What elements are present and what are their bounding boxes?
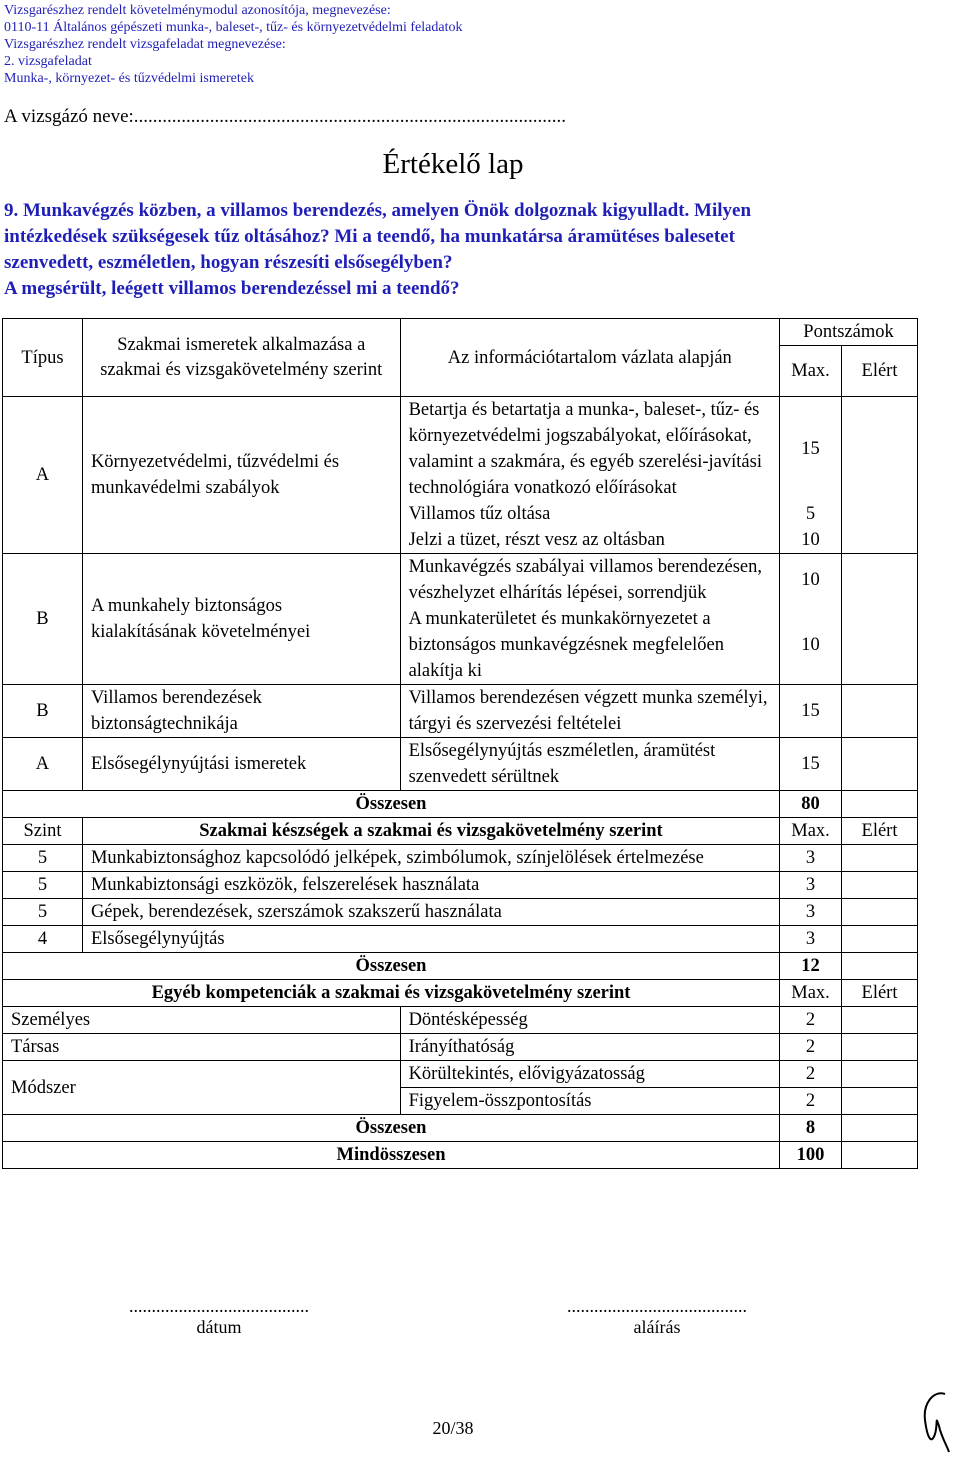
table-row [3,685,918,738]
achieved-cell[interactable] [842,1061,918,1088]
signature-label: aláírás [633,1317,681,1337]
total-max: 8 [780,1115,842,1142]
col-points-header: Pontszámok [780,319,918,346]
type-cell: B [3,685,83,738]
total-label: Összesen [3,1115,780,1142]
table-row [3,926,918,953]
achieved-cell[interactable] [842,872,918,899]
max-cell: 3 [780,872,842,899]
category-cell: Társas [3,1034,401,1061]
handwritten-signature-icon [915,1386,955,1456]
total-label: Összesen [3,791,780,818]
achieved-cell[interactable] [842,1034,918,1061]
outline-cell: Betartja és betartatja a munka-, baleset-, tűz- és környezetvédelmi jogszabályokat, előírásokat, valamint a szakmára, és egyéb szerelési-javítási technológiára vonatkozó előírásokat [400,397,779,502]
total-row [3,953,918,980]
skill-cell: Munkabiztonsághoz kapcsolódó jelképek, szimbólumok, színjelölések értelmezése [82,845,779,872]
achieved-cell[interactable] [842,554,918,685]
max-cell: 10 [780,606,842,685]
item-cell: Irányíthatóság [400,1034,779,1061]
table-row [3,1061,918,1088]
max-cell: 15 [780,397,842,502]
total-row [3,791,918,818]
outline-cell: Villamos berendezésen végzett munka személyi, tárgyi és szervezési feltételei [400,685,779,738]
col-max-header: Max. [780,346,842,397]
col-max-header: Max. [780,818,842,845]
outline-cell: Munkavégzés szabályai villamos berendezésen, vészhelyzet elhárítás lépései, sorrendjük [400,554,779,607]
achieved-cell[interactable] [842,738,918,791]
skill-cell: Gépek, berendezések, szerszámok szakszerű használata [82,899,779,926]
table-row [3,1034,918,1061]
max-cell: 15 [780,685,842,738]
item-cell: Körültekintés, elővigyázatosság [400,1061,779,1088]
header-line: 2. vizsgafeladat [4,54,92,69]
document-header [4,2,462,87]
achieved-cell[interactable] [842,1088,918,1115]
level-cell: 5 [3,872,83,899]
item-cell: Döntésképesség [400,1007,779,1034]
skill-cell: Elsősegélynyújtás [82,926,779,953]
skill-cell: Munkabiztonsági eszközök, felszerelések használata [82,872,779,899]
total-label: Összesen [3,953,780,980]
outline-cell: A munkaterületet és munkakörnyezetet a biztonságos munkavégzésnek megfelelően alakítja ki [400,606,779,685]
header-line: Munka-, környezet- és tűzvédelmi ismeretek [4,71,254,86]
grand-total-label: Mindösszesen [3,1142,780,1169]
table-row [3,872,918,899]
achieved-cell[interactable] [842,845,918,872]
table-row [3,738,918,791]
page-number: 20/38 [432,1418,474,1438]
col-max-header: Max. [780,980,842,1007]
header-line: Vizsgarészhez rendelt vizsgafeladat megnevezése: [4,37,286,52]
total-achieved-cell[interactable] [842,953,918,980]
table-row [3,554,918,607]
max-cell: 2 [780,1061,842,1088]
outline-cell: Jelzi a tüzet, részt vesz az oltásban [400,527,779,554]
col-knowledge-header: Szakmai ismeretek alkalmazása a szakmai és vizsgakövetelmény szerint [82,319,400,397]
type-cell: A [3,738,83,791]
max-cell: 2 [780,1088,842,1115]
max-cell: 3 [780,845,842,872]
header-line: 0110-11 Általános gépészeti munka-, baleset-, tűz- és környezetvédelmi feladatok [4,20,463,35]
achieved-cell[interactable] [842,899,918,926]
type-cell: A [3,397,83,554]
max-cell: 2 [780,1034,842,1061]
outline-cell: Villamos tűz oltása [400,501,779,527]
table-row [3,1007,918,1034]
table-row [3,845,918,872]
knowledge-cell: Elsősegélynyújtási ismeretek [82,738,400,791]
header-line: Vizsgarészhez rendelt követelménymodul azonosítója, megnevezése: [4,3,391,18]
item-cell: Figyelem-összpontosítás [400,1088,779,1115]
total-row [3,1115,918,1142]
table-row [3,899,918,926]
competence-header-row [3,980,918,1007]
col-achieved-header: Elért [842,818,918,845]
knowledge-cell: A munkahely biztonságos kialakításának követelményei [82,554,400,685]
knowledge-cell: Villamos berendezések biztonságtechnikája [82,685,400,738]
max-cell: 15 [780,738,842,791]
grand-total-row [3,1142,918,1169]
col-achieved-header: Elért [842,346,918,397]
competence-heading: Egyéb kompetenciák a szakmai és vizsgakövetelmény szerint [3,980,780,1007]
knowledge-cell: Környezetvédelmi, tűzvédelmi és munkavédelmi szabályok [82,397,400,554]
table-header-row [3,319,918,346]
level-cell: 5 [3,899,83,926]
col-level-header: Szint [3,818,83,845]
max-cell: 5 [780,501,842,527]
max-cell: 2 [780,1007,842,1034]
signature-block [526,1296,788,1338]
col-type-header: Típus [3,319,83,397]
achieved-cell[interactable] [842,397,918,554]
question-line: szenvedett, eszméletlen, hogyan részesíti elsősegélyben? [4,252,453,273]
achieved-cell[interactable] [842,685,918,738]
outline-cell: Elsősegélynyújtás eszméletlen, áramütést szenvedett sérültnek [400,738,779,791]
date-signature-block [88,1296,350,1338]
total-achieved-cell[interactable] [842,1115,918,1142]
signature-dots[interactable]: ........................................ [567,1296,747,1316]
question-line: 9. Munkavégzés közben, a villamos berendezés, amelyen Önök dolgoznak kigyulladt. Milyen [4,200,752,221]
skills-header-row [3,818,918,845]
achieved-cell[interactable] [842,1007,918,1034]
question-line: intézkedések szükségesek tűz oltásához? Mi a teendő, ha munkatársa áramütéses balesetet [4,226,735,247]
knowledge-table [2,318,918,1169]
table-row [3,397,918,502]
max-cell: 3 [780,926,842,953]
level-cell: 5 [3,845,83,872]
category-cell: Személyes [3,1007,401,1034]
page-title: Értékelő lap [382,148,524,180]
date-label: dátum [196,1317,242,1337]
total-achieved-cell[interactable] [842,791,918,818]
col-outline-header: Az információtartalom vázlata alapján [400,319,779,397]
max-cell: 10 [780,554,842,607]
max-cell: 3 [780,899,842,926]
grand-total-max: 100 [780,1142,842,1169]
type-cell: B [3,554,83,685]
achieved-cell[interactable] [842,926,918,953]
examinee-name-field: A vizsgázó neve:........................................................................................... [4,106,567,127]
col-achieved-header: Elért [842,980,918,1007]
task-question [0,198,925,302]
category-cell: Módszer [3,1061,401,1115]
grand-total-achieved-cell[interactable] [842,1142,918,1169]
date-dots[interactable]: ........................................ [129,1296,309,1316]
total-max: 12 [780,953,842,980]
col-skill-header: Szakmai készségek a szakmai és vizsgakövetelmény szerint [82,818,779,845]
total-max: 80 [780,791,842,818]
question-line: A megsérült, leégett villamos berendezéssel mi a teendő? [4,278,460,299]
level-cell: 4 [3,926,83,953]
max-cell: 10 [780,527,842,554]
